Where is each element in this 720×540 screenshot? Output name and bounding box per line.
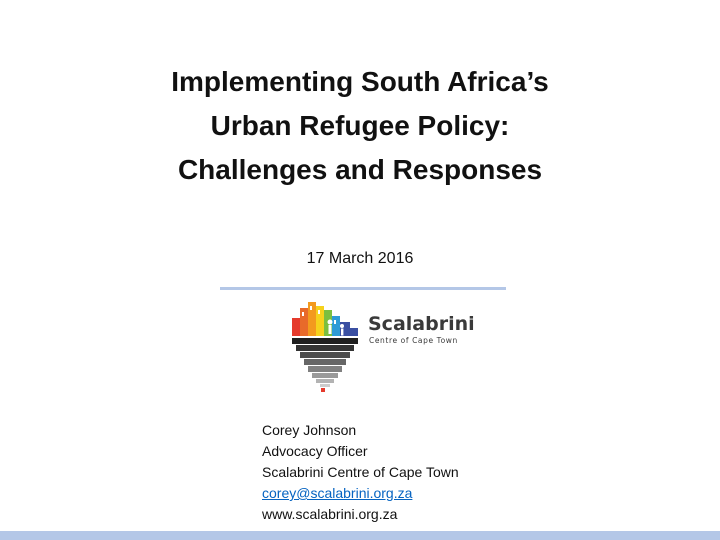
bottom-accent-bar [0,531,720,540]
contact-role: Advocacy Officer [262,443,368,459]
title-line-2: Urban Refugee Policy: [210,110,510,141]
presentation-date: 17 March 2016 [306,250,414,267]
logo-name-text: Scalabrini [368,313,475,335]
title-line-3: Challenges and Responses [177,154,543,185]
contact-name: Corey Johnson [262,422,357,438]
logo-subtitle-text: Centre of Cape Town [369,336,458,345]
contact-organization: Scalabrini Centre of Cape Town [262,464,459,480]
slide-title [60,60,660,192]
contact-block [262,420,459,525]
title-line-1: Implementing South Africa’s [171,66,549,97]
contact-website: www.scalabrini.org.za [262,506,398,522]
contact-email-link[interactable]: corey@scalabrini.org.za [262,485,413,501]
scalabrini-logo-mark [290,298,360,394]
divider-line [220,287,506,290]
scalabrini-logo [290,298,480,394]
